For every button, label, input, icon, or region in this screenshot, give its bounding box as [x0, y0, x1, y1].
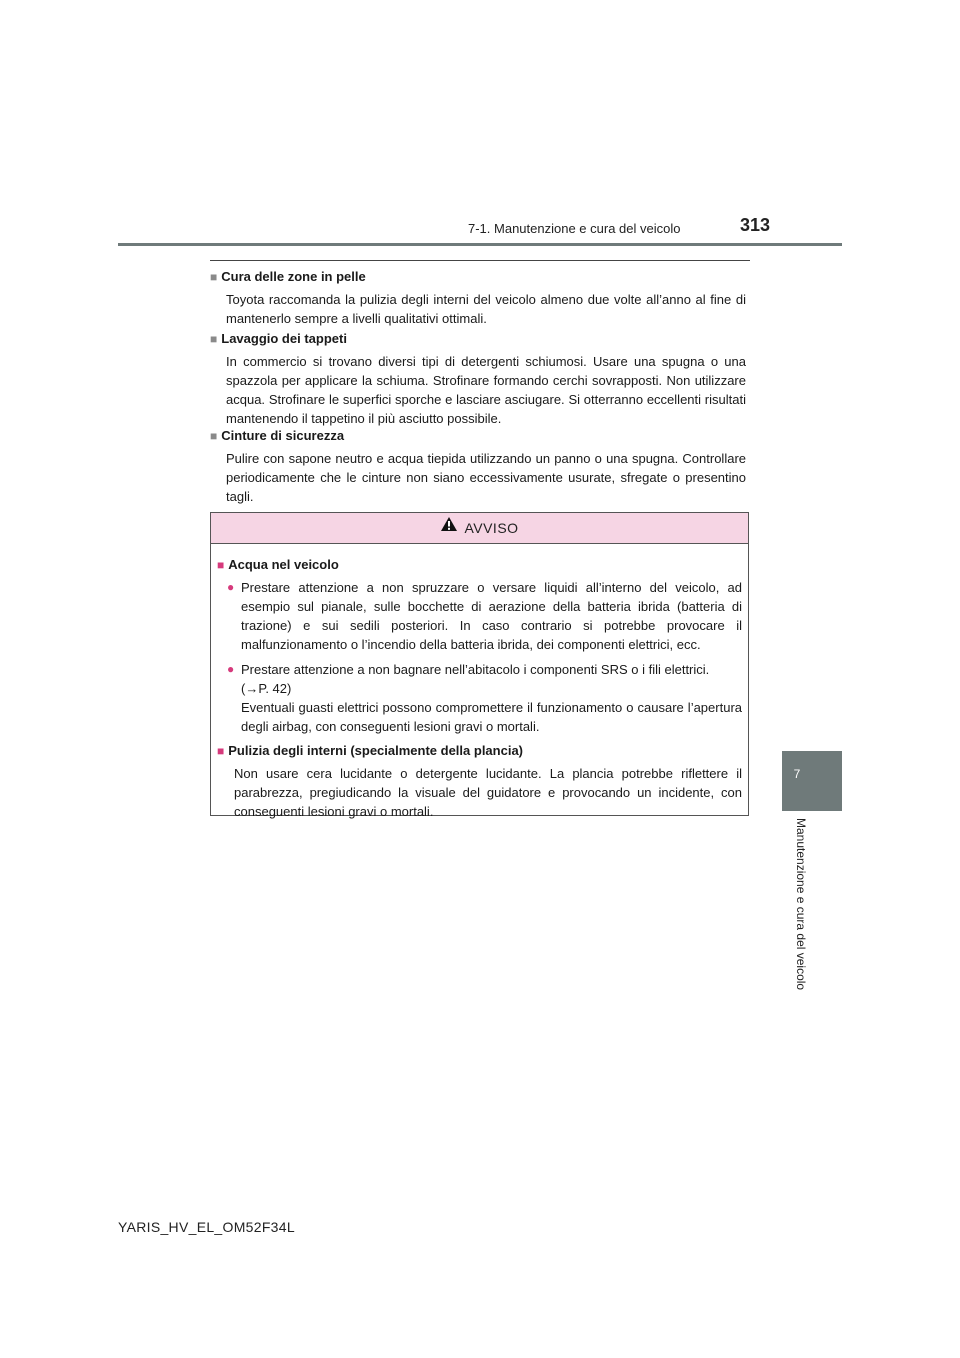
- section-body: Pulire con sapone neutro e acqua tiepida utilizzando un panno o una spugna. Controllare periodicamente che le cinture non siano eccessivamente usurate, sfregate o presentino tagli.: [226, 451, 746, 504]
- circle-bullet-icon: ●: [227, 580, 235, 594]
- warning-header: [211, 513, 748, 544]
- section-carpet-washing: [210, 330, 746, 428]
- circle-bullet-icon: ●: [227, 662, 235, 676]
- warning-heading: AVVISO: [464, 520, 519, 536]
- header-section-title: 7-1. Manutenzione e cura del veicolo: [468, 221, 681, 236]
- bullet-text: Eventuali guasti elettrici possono compromettere il funzionamento o causare l’apertura degli airbag, con conseguenti lesioni gravi o mortali.: [241, 700, 742, 734]
- warning-box: [210, 512, 749, 819]
- chapter-number: 7: [793, 767, 801, 781]
- warning-text: Non usare cera lucidante o detergente lucidante. La plancia potrebbe riflettere il parabrezza, pregiudicando la visuale del guidatore e provocando un incidente, con conseguenti lesioni gravi o mortali.: [234, 766, 742, 819]
- warning-triangle-icon: [440, 512, 458, 542]
- section-title: Lavaggio dei tappeti: [221, 331, 347, 346]
- bullet-text: Prestare attenzione a non spruzzare o versare liquidi all’interno del veicolo, ad esempio sul pianale, sulle bocchette di aerazione della batteria ibrida (batteria di trazione) e sui sedili posteriori. In caso contrario si potrebbe provocare il malfunzionamento o l’incendio della batteria ibrida, dei componenti elettrici, ecc.: [241, 580, 742, 652]
- document-code: YARIS_HV_EL_OM52F34L: [118, 1219, 295, 1235]
- section-title: Cura delle zone in pelle: [221, 269, 366, 284]
- bullet-text: Prestare attenzione a non bagnare nell’abitacolo i componenti SRS o i fili elettrici.: [241, 662, 710, 677]
- warning-body: [211, 544, 748, 821]
- section-body: Toyota raccomanda la pulizia degli interni del veicolo almeno due volte all’anno al fine di mantenerlo sempre a livelli qualitativi ottimali.: [226, 292, 746, 326]
- warning-bullet: [227, 660, 742, 736]
- page-number: 313: [740, 215, 771, 235]
- warning-subtitle: Acqua nel veicolo: [228, 557, 339, 572]
- section-body: In commercio si trovano diversi tipi di detergenti schiumosi. Usare una spugna o una spazzola per applicare la schiuma. Strofinare formando cerchi sovrapposti. Non utilizzare acqua. Strofinare le superfici sporche e lasciare asciugare. Si otterranno eccellenti risultati mantenendo il tappetino il più asciutto possibile.: [226, 354, 746, 426]
- square-bullet-icon: ■: [217, 744, 225, 758]
- section-seat-belts: [210, 427, 746, 506]
- chapter-tab: [782, 751, 842, 811]
- section-title: Cinture di sicurezza: [221, 428, 345, 443]
- warning-subtitle: Pulizia degli interni (specialmente della plancia): [228, 743, 523, 758]
- square-bullet-icon: ■: [210, 429, 218, 443]
- square-bullet-icon: ■: [217, 558, 225, 572]
- header-rule: [118, 243, 842, 246]
- square-bullet-icon: ■: [210, 332, 218, 346]
- warning-bullet: [227, 578, 742, 654]
- section-leather-care: [210, 268, 746, 328]
- square-bullet-icon: ■: [210, 270, 218, 284]
- page-reference: (→P. 42): [241, 681, 292, 696]
- content-top-rule: [210, 260, 750, 261]
- chapter-side-label: Manutenzione e cura del veicolo: [794, 818, 808, 991]
